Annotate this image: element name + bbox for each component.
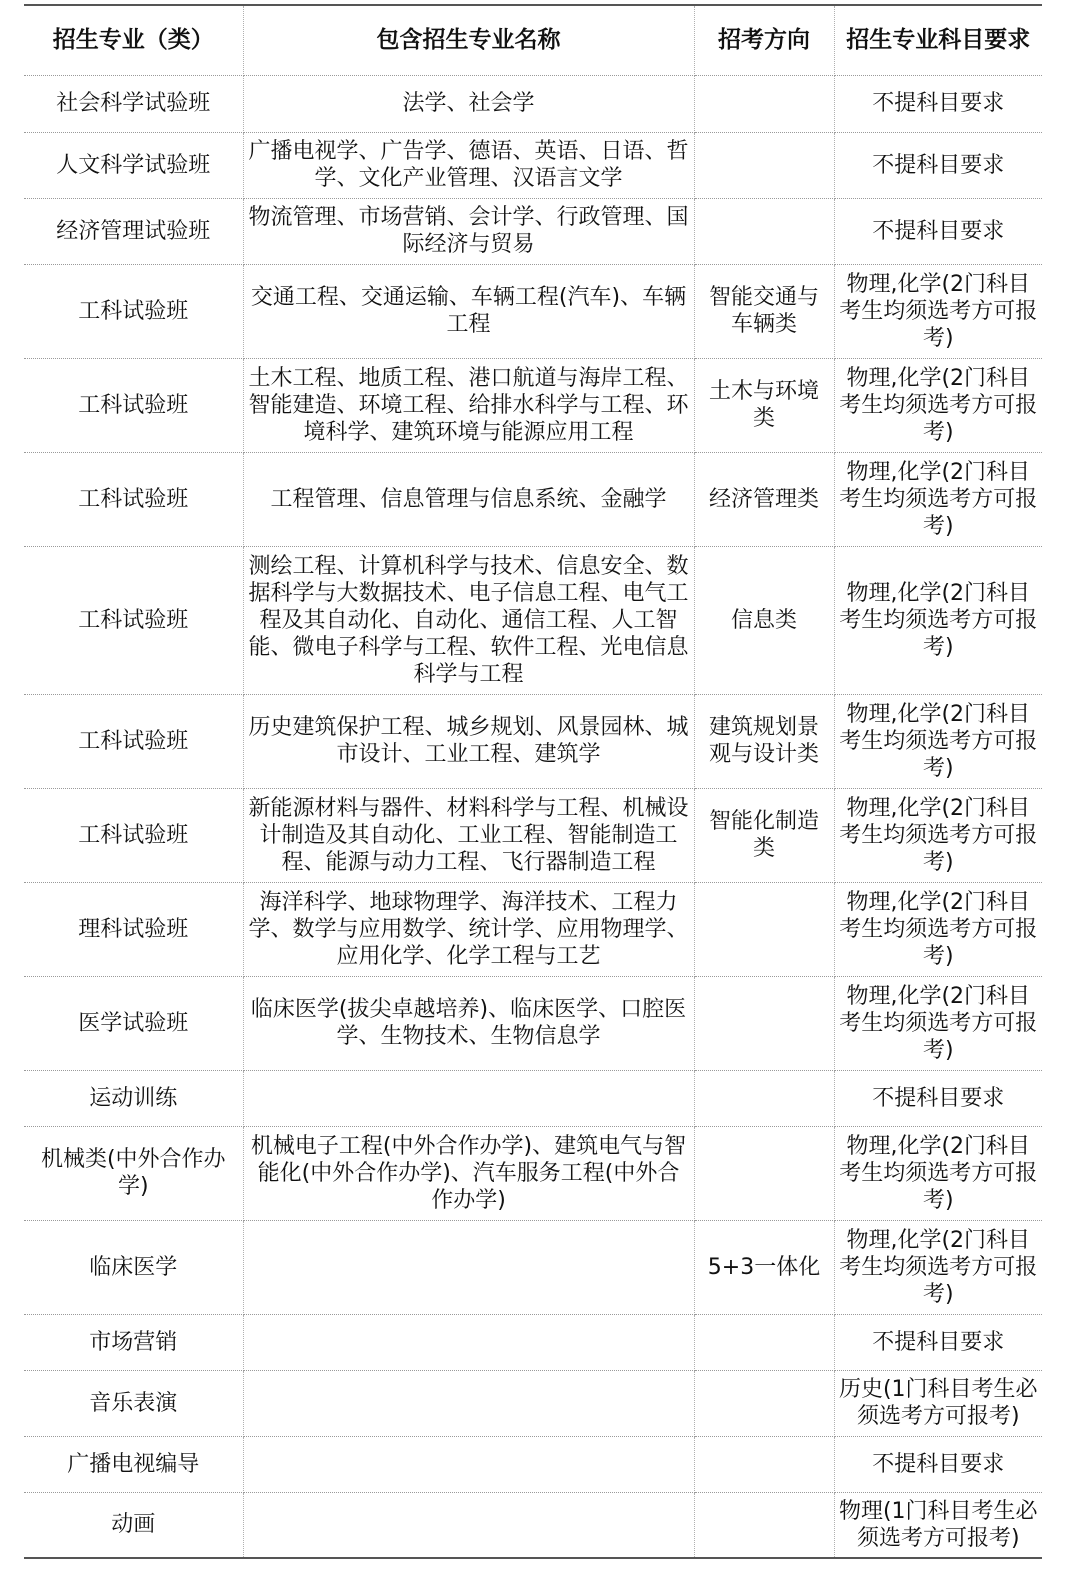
- cell-majors: 机械电子工程(中外合作办学)、建筑电气与智能化(中外合作办学)、汽车服务工程(中外合作办学): [243, 1126, 694, 1220]
- cell-direction: 智能化制造类: [694, 788, 834, 882]
- enrollment-table: [24, 4, 1042, 1559]
- cell-majors: [243, 1070, 694, 1126]
- table-row: [24, 198, 1042, 264]
- cell-direction: [694, 1370, 834, 1436]
- cell-direction: 经济管理类: [694, 452, 834, 546]
- cell-direction: [694, 1492, 834, 1558]
- cell-majors: 新能源材料与器件、材料科学与工程、机械设计制造及其自动化、工业工程、智能制造工程、能源与动力工程、飞行器制造工程: [243, 788, 694, 882]
- cell-direction: [694, 976, 834, 1070]
- table-row: [24, 1436, 1042, 1492]
- cell-requirement: 物理,化学(2门科目考生均须选考方可报考): [834, 264, 1042, 358]
- table-row: [24, 1314, 1042, 1370]
- cell-majors: 土木工程、地质工程、港口航道与海岸工程、智能建造、环境工程、给排水科学与工程、环境科学、建筑环境与能源应用工程: [243, 358, 694, 452]
- table-row: [24, 358, 1042, 452]
- cell-category: 运动训练: [24, 1070, 243, 1126]
- table-row: [24, 1220, 1042, 1314]
- cell-direction: [694, 132, 834, 198]
- cell-majors: [243, 1492, 694, 1558]
- cell-requirement: 不提科目要求: [834, 1436, 1042, 1492]
- cell-requirement: 历史(1门科目考生必须选考方可报考): [834, 1370, 1042, 1436]
- cell-category: 动画: [24, 1492, 243, 1558]
- cell-direction: [694, 75, 834, 132]
- cell-requirement: 物理,化学(2门科目考生均须选考方可报考): [834, 546, 1042, 694]
- table-row: [24, 1370, 1042, 1436]
- cell-majors: 临床医学(拔尖卓越培养)、临床医学、口腔医学、生物技术、生物信息学: [243, 976, 694, 1070]
- cell-requirement: 物理,化学(2门科目考生均须选考方可报考): [834, 788, 1042, 882]
- header-majors: 包含招生专业名称: [243, 5, 694, 75]
- cell-majors: [243, 1370, 694, 1436]
- table-row: [24, 788, 1042, 882]
- table-header: [24, 5, 1042, 75]
- table-row: [24, 1070, 1042, 1126]
- cell-requirement: 不提科目要求: [834, 1314, 1042, 1370]
- table-row: [24, 694, 1042, 788]
- cell-direction: [694, 1314, 834, 1370]
- cell-category: 工科试验班: [24, 358, 243, 452]
- cell-majors: 工程管理、信息管理与信息系统、金融学: [243, 452, 694, 546]
- cell-category: 工科试验班: [24, 264, 243, 358]
- table-row: [24, 264, 1042, 358]
- table-row: [24, 882, 1042, 976]
- table-row: [24, 546, 1042, 694]
- table-row: [24, 1126, 1042, 1220]
- cell-requirement: 物理,化学(2门科目考生均须选考方可报考): [834, 1126, 1042, 1220]
- header-direction: 招考方向: [694, 5, 834, 75]
- table-row: [24, 132, 1042, 198]
- cell-direction: 信息类: [694, 546, 834, 694]
- cell-requirement: 不提科目要求: [834, 198, 1042, 264]
- cell-requirement: 物理,化学(2门科目考生均须选考方可报考): [834, 882, 1042, 976]
- cell-requirement: 不提科目要求: [834, 75, 1042, 132]
- cell-requirement: 物理(1门科目考生必须选考方可报考): [834, 1492, 1042, 1558]
- header-requirement: 招生专业科目要求: [834, 5, 1042, 75]
- cell-category: 临床医学: [24, 1220, 243, 1314]
- table-row: [24, 452, 1042, 546]
- cell-majors: [243, 1220, 694, 1314]
- cell-direction: [694, 1070, 834, 1126]
- cell-direction: [694, 198, 834, 264]
- cell-requirement: 物理,化学(2门科目考生均须选考方可报考): [834, 976, 1042, 1070]
- cell-requirement: 不提科目要求: [834, 132, 1042, 198]
- cell-majors: 交通工程、交通运输、车辆工程(汽车)、车辆工程: [243, 264, 694, 358]
- table-row: [24, 1492, 1042, 1558]
- cell-category: 工科试验班: [24, 452, 243, 546]
- cell-category: 医学试验班: [24, 976, 243, 1070]
- cell-direction: 建筑规划景观与设计类: [694, 694, 834, 788]
- header-category: 招生专业（类）: [24, 5, 243, 75]
- cell-category: 工科试验班: [24, 546, 243, 694]
- cell-majors: 物流管理、市场营销、会计学、行政管理、国际经济与贸易: [243, 198, 694, 264]
- cell-category: 人文科学试验班: [24, 132, 243, 198]
- cell-requirement: 不提科目要求: [834, 1070, 1042, 1126]
- table-body: [24, 75, 1042, 1558]
- cell-category: 广播电视编导: [24, 1436, 243, 1492]
- header-row: [24, 5, 1042, 75]
- cell-category: 机械类(中外合作办学): [24, 1126, 243, 1220]
- cell-direction: [694, 1436, 834, 1492]
- cell-direction: [694, 882, 834, 976]
- cell-requirement: 物理,化学(2门科目考生均须选考方可报考): [834, 694, 1042, 788]
- cell-category: 市场营销: [24, 1314, 243, 1370]
- cell-requirement: 物理,化学(2门科目考生均须选考方可报考): [834, 1220, 1042, 1314]
- enrollment-plan-document: [24, 4, 1042, 1559]
- cell-majors: [243, 1436, 694, 1492]
- cell-majors: [243, 1314, 694, 1370]
- table-row: [24, 75, 1042, 132]
- cell-majors: 海洋科学、地球物理学、海洋技术、工程力学、数学与应用数学、统计学、应用物理学、应用化学、化学工程与工艺: [243, 882, 694, 976]
- cell-requirement: 物理,化学(2门科目考生均须选考方可报考): [834, 358, 1042, 452]
- cell-majors: 历史建筑保护工程、城乡规划、风景园林、城市设计、工业工程、建筑学: [243, 694, 694, 788]
- cell-direction: 智能交通与车辆类: [694, 264, 834, 358]
- cell-requirement: 物理,化学(2门科目考生均须选考方可报考): [834, 452, 1042, 546]
- cell-category: 经济管理试验班: [24, 198, 243, 264]
- cell-majors: 法学、社会学: [243, 75, 694, 132]
- cell-direction: 土木与环境类: [694, 358, 834, 452]
- cell-category: 社会科学试验班: [24, 75, 243, 132]
- cell-category: 音乐表演: [24, 1370, 243, 1436]
- cell-category: 工科试验班: [24, 694, 243, 788]
- cell-majors: 广播电视学、广告学、德语、英语、日语、哲学、文化产业管理、汉语言文学: [243, 132, 694, 198]
- cell-category: 工科试验班: [24, 788, 243, 882]
- table-row: [24, 976, 1042, 1070]
- cell-category: 理科试验班: [24, 882, 243, 976]
- cell-majors: 测绘工程、计算机科学与技术、信息安全、数据科学与大数据技术、电子信息工程、电气工程及其自动化、自动化、通信工程、人工智能、微电子科学与工程、软件工程、光电信息科学与工程: [243, 546, 694, 694]
- cell-direction: [694, 1126, 834, 1220]
- cell-direction: 5+3一体化: [694, 1220, 834, 1314]
